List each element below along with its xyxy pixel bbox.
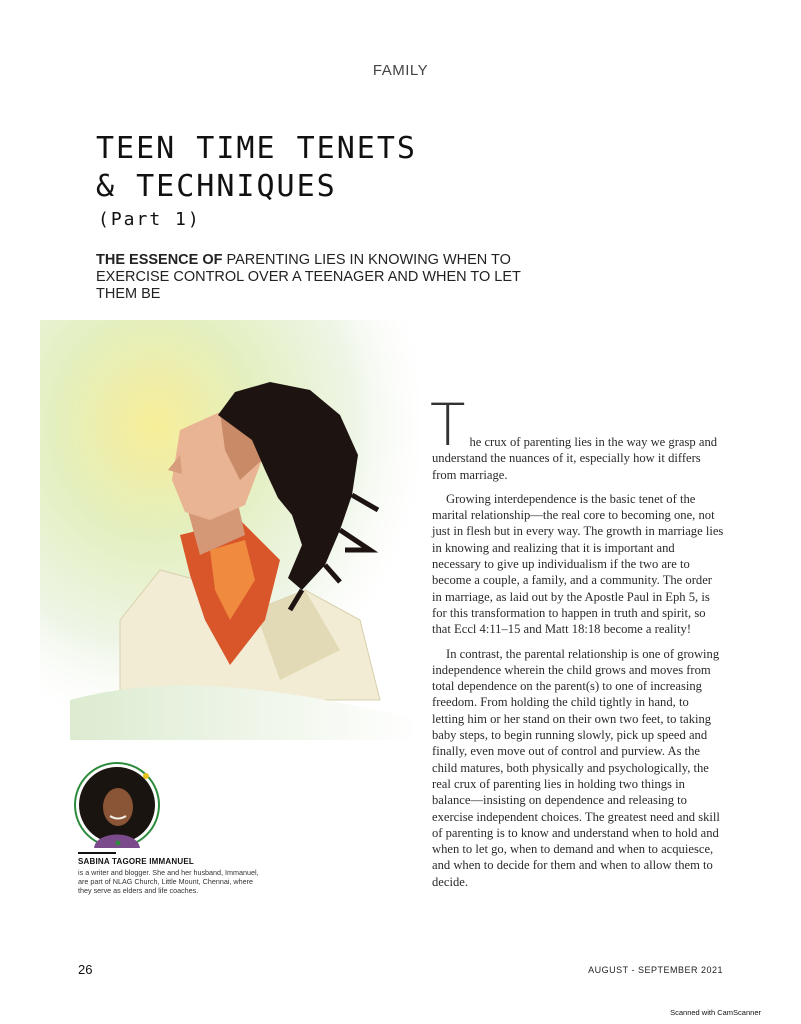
page-number: 26	[78, 962, 93, 977]
author-portrait	[74, 762, 160, 848]
author-bio: is a writer and blogger. She and her husband, Immanuel, are part of NLAG Church, Little Mount, Chennai, where they serve as elders and life coaches.	[78, 868, 259, 895]
article-subtitle: (Part 1)	[98, 209, 201, 230]
article-paragraph	[430, 391, 724, 483]
author-divider	[78, 852, 116, 854]
issue-date: AUGUST - SEPTEMBER 2021	[588, 965, 723, 975]
article-title	[96, 130, 417, 206]
article-paragraph: In contrast, the parental relationship is one of growing independence wherein the child grows and moves from total dependence on the parent(s) to one of increasing freedom. From holding the child tightly in hand, to letting him or her stand on their own two feet, to taking baby steps, to begin running slowly, pick up speed and finally, even move out of control and purview. As the child matures, both physically and psychologically, the real crux of parenting lies in holding two things in balance—insisting on dependence and releasing to exercise independent choices. The greatest need and skill of parenting is to know and understand when to hold and when to let go, when to demand and when to acquiesce, and when to decide for them and when to allow them to decide.	[432, 646, 720, 889]
first-paragraph-text: he crux of parenting lies in the way we grasp and understand the nuances of it, especially how it differs from marriage.	[432, 435, 718, 482]
dek-lead: THE ESSENCE OF	[96, 252, 223, 268]
author-name: SABINA TAGORE IMMANUEL	[78, 857, 194, 866]
section-label: FAMILY	[372, 62, 429, 79]
article-dek	[96, 252, 536, 303]
dek-rest: PARENTING LIES IN KNOWING WHEN TO EXERCISE CONTROL OVER A TEENAGER AND WHEN TO LET THEM BE	[96, 252, 521, 302]
title-line-2: & TECHNIQUES	[96, 169, 337, 204]
article-paragraph: Growing interdependence is the basic tenet of the marital relationship—the real core to becoming one, not just in flesh but in every way. The growth in marriage lies in knowing and realizing that it is important and necessary to give up individualism if the two are to become a couple, a family, and a community. The order in marriage, as laid out by the Apostle Paul in Eph 5, is for this transformation to happen in truth and spirit, so that Eccl 4:11–15 and Matt 18:18 become a reality!	[432, 491, 724, 637]
drop-cap: T	[430, 391, 466, 459]
article-body	[430, 391, 724, 898]
scanner-watermark: Scanned with CamScanner	[670, 1008, 761, 1017]
title-line-1: TEEN TIME TENETS	[96, 131, 417, 166]
teenager-looking-up-illustration	[40, 320, 420, 740]
